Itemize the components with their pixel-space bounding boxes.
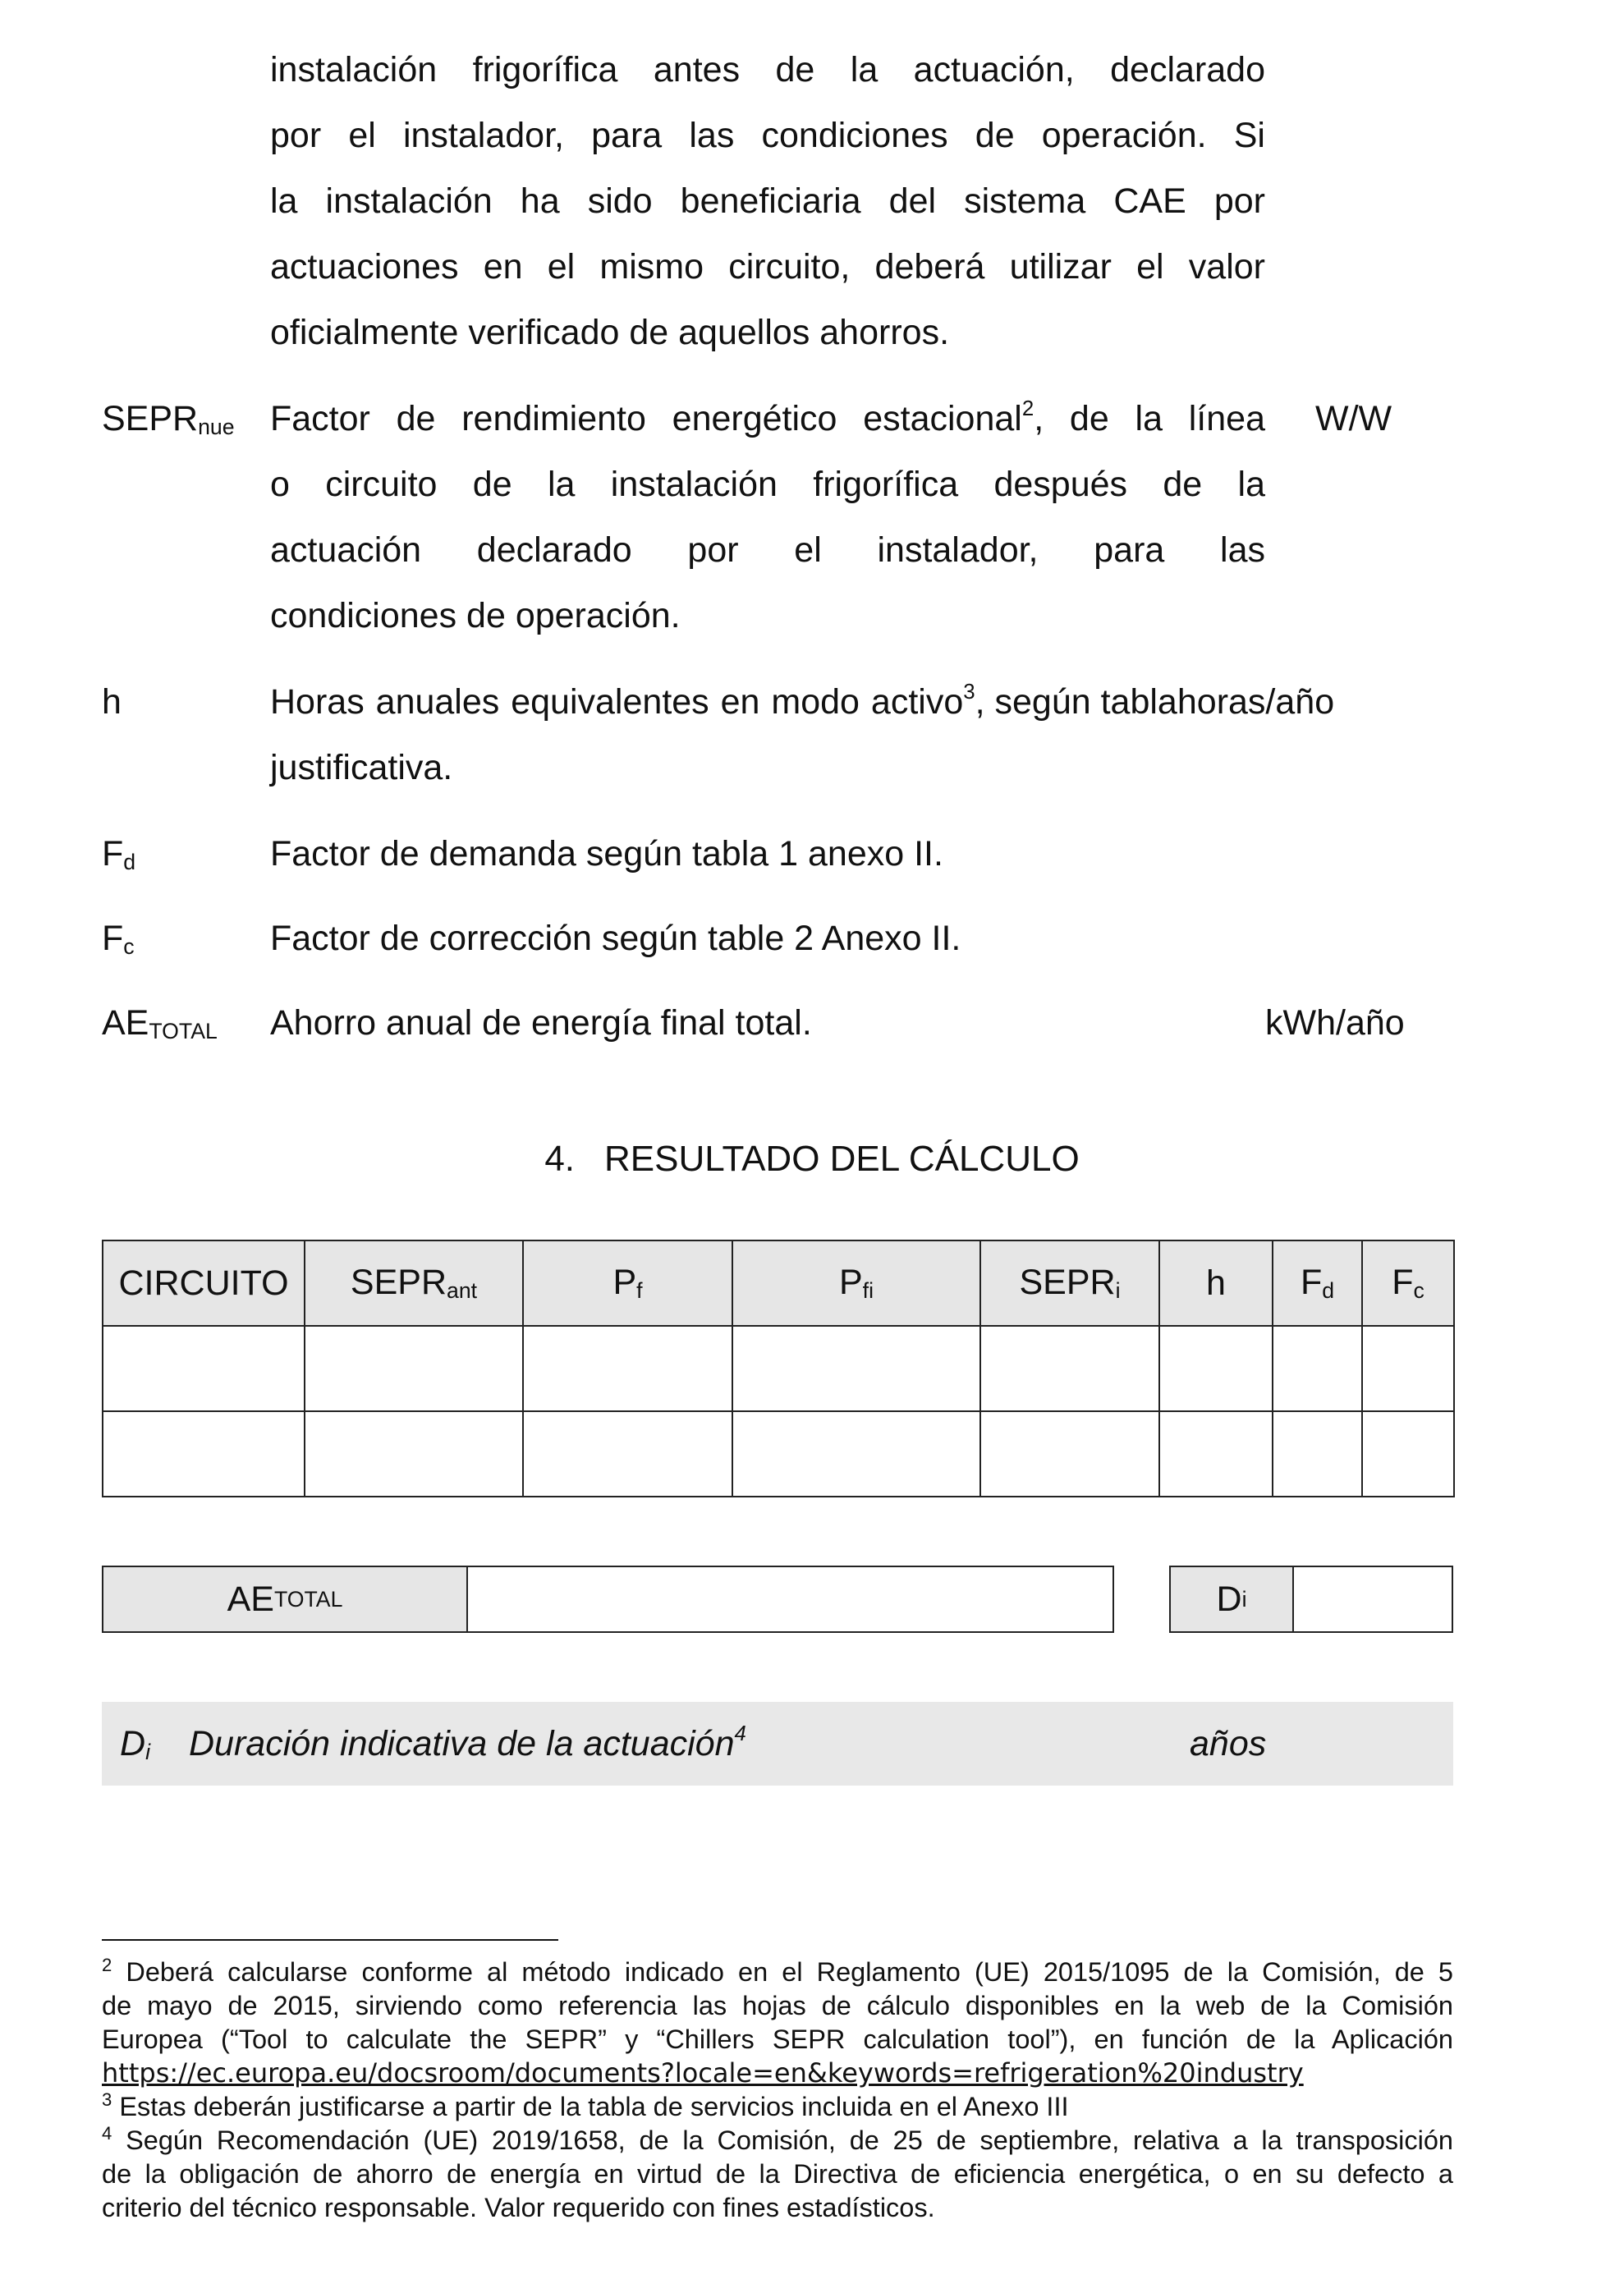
symbol-fd: $F_d$ [102, 834, 136, 874]
definition-fd: Factor de demanda según tabla 1 anexo II. [270, 834, 943, 874]
footnote-line: $^3$ Estas deberán justificarse a partir de la tabla de servicios incluida en el Anexo III [102, 2089, 1069, 2121]
footnote-line: criterio del técnico responsable. Valor requerido con fines estadísticos. [102, 2193, 935, 2222]
table-cell[interactable] [523, 1326, 732, 1411]
unit-ae-total: kWh/año [1265, 1003, 1405, 1043]
table-row [103, 1326, 1454, 1411]
column-header-pfi: $P_{fi}$ [732, 1240, 980, 1326]
column-header-fd: $F_d$ [1273, 1240, 1362, 1326]
table-header-row [103, 1240, 1454, 1326]
intro-line: por el instalador, para las condiciones de operación. Si [270, 116, 1265, 155]
duration-definition [102, 1702, 1453, 1786]
definition-line: Factor de rendimiento energético estacional$^2$, de la línea [270, 397, 1265, 438]
table-cell[interactable] [1159, 1326, 1273, 1411]
table-cell[interactable] [1362, 1326, 1454, 1411]
definition-h [270, 669, 1436, 800]
definition-line: Horas anuales equivalentes en modo activo$^3$, según tablahoras/año [270, 680, 1335, 722]
symbol-ae-total: $AE_{TOTAL}$ [102, 1003, 218, 1043]
table-cell[interactable] [1273, 1326, 1362, 1411]
footnote-2 [102, 1956, 1453, 2090]
definition-line: justificativa. [270, 748, 453, 787]
footnote-link[interactable]: https://ec.europa.eu/docsroom/documents?locale=en&keywords=refrigeration%20industry [102, 2057, 1304, 2089]
definition-line: o circuito de la instalación frigorífica después de la [270, 465, 1265, 504]
duration-symbol: $D_i$ [120, 1724, 150, 1764]
column-header-fc: $F_c$ [1362, 1240, 1454, 1326]
intro-line: oficialmente verificado de aquellos ahorros. [270, 313, 950, 352]
column-header-h: h [1159, 1240, 1273, 1326]
footnote-line: Europea (“Tool to calculate the SEPR” y “Chillers SEPR calculation tool”), en función de la Aplicación [102, 2025, 1453, 2054]
table-cell[interactable] [980, 1326, 1159, 1411]
symbol-fc: $F_c$ [102, 919, 135, 959]
definition-line: actuación declarado por el instalador, para las [270, 530, 1265, 570]
definition-ae-total: Ahorro anual de energía final total. [270, 1003, 812, 1043]
column-header-sepr-i: $SEPR_i$ [980, 1240, 1159, 1326]
di-label: D i [1171, 1567, 1292, 1631]
footnote-ref-3: 3 [963, 680, 975, 704]
footnote-line: de mayo de 2015, sirviendo como referencia las hojas de cálculo disponibles en la web de la Comisión [102, 1991, 1453, 2020]
symbol-h: h [102, 682, 122, 722]
table-cell[interactable] [1273, 1411, 1362, 1497]
column-header-circuito: CIRCUITO [103, 1240, 305, 1326]
duration-text: Duración indicativa de la actuación$^4$ [189, 1722, 746, 1763]
di-value-field[interactable] [1292, 1567, 1452, 1631]
footnote-ref-4: 4 [734, 1722, 746, 1745]
ae-total-value-field[interactable] [466, 1567, 1112, 1631]
footnote-line: de la obligación de ahorro de energía en virtud de la Directiva de eficiencia energética, o en su defecto a [102, 2159, 1453, 2189]
table-cell[interactable] [103, 1411, 305, 1497]
table-row [103, 1411, 1454, 1497]
footnote-3 [102, 2090, 1453, 2124]
section-title: RESULTADO DEL CÁLCULO [604, 1139, 1080, 1179]
symbol-sepr-nue: $SEPR_{nue}$ [102, 399, 235, 439]
table-cell[interactable] [103, 1326, 305, 1411]
intro-line: instalación frigorífica antes de la actuación, declarado [270, 50, 1265, 89]
duration-unit: años [1190, 1724, 1267, 1763]
section-number: 4. [544, 1139, 576, 1179]
di-box [1169, 1566, 1453, 1633]
intro-line: actuaciones en el mismo circuito, deberá utilizar el valor [270, 247, 1265, 287]
intro-paragraph [270, 37, 1265, 365]
definition-sepr-nue [270, 386, 1265, 649]
column-header-sepr-ant: $SEPR_{ant}$ [305, 1240, 523, 1326]
footnote-line: $^4$ Según Recomendación (UE) 2019/1658, de la Comisión, de 25 de septiembre, relativa a la transposición [102, 2122, 1453, 2155]
footnote-separator [102, 1939, 558, 1941]
unit-h: horas/año [1177, 682, 1335, 722]
table-cell[interactable] [1159, 1411, 1273, 1497]
table-cell[interactable] [732, 1326, 980, 1411]
table-cell[interactable] [1362, 1411, 1454, 1497]
table-cell[interactable] [305, 1411, 523, 1497]
calculation-table [102, 1240, 1455, 1497]
definition-line: condiciones de operación. [270, 596, 681, 635]
table-cell[interactable] [305, 1326, 523, 1411]
definition-fc: Factor de corrección según table 2 Anexo II. [270, 919, 961, 958]
unit-sepr-nue: W/W [1315, 399, 1392, 438]
table-cell[interactable] [980, 1411, 1159, 1497]
footnote-4 [102, 2124, 1453, 2225]
footnote-ref-2: 2 [1021, 397, 1034, 420]
column-header-pf: $P_f$ [523, 1240, 732, 1326]
section-heading [0, 1126, 1624, 1192]
ae-total-label: AE TOTAL [103, 1567, 466, 1631]
table-cell[interactable] [523, 1411, 732, 1497]
footnote-line: $^2$ Deberá calcularse conforme al método indicado en el Reglamento (UE) 2015/1095 de la Comisión, de 5 [102, 1954, 1454, 1987]
ae-total-box [102, 1566, 1114, 1633]
table-cell[interactable] [732, 1411, 980, 1497]
intro-line: la instalación ha sido beneficiaria del sistema CAE por [270, 181, 1265, 221]
